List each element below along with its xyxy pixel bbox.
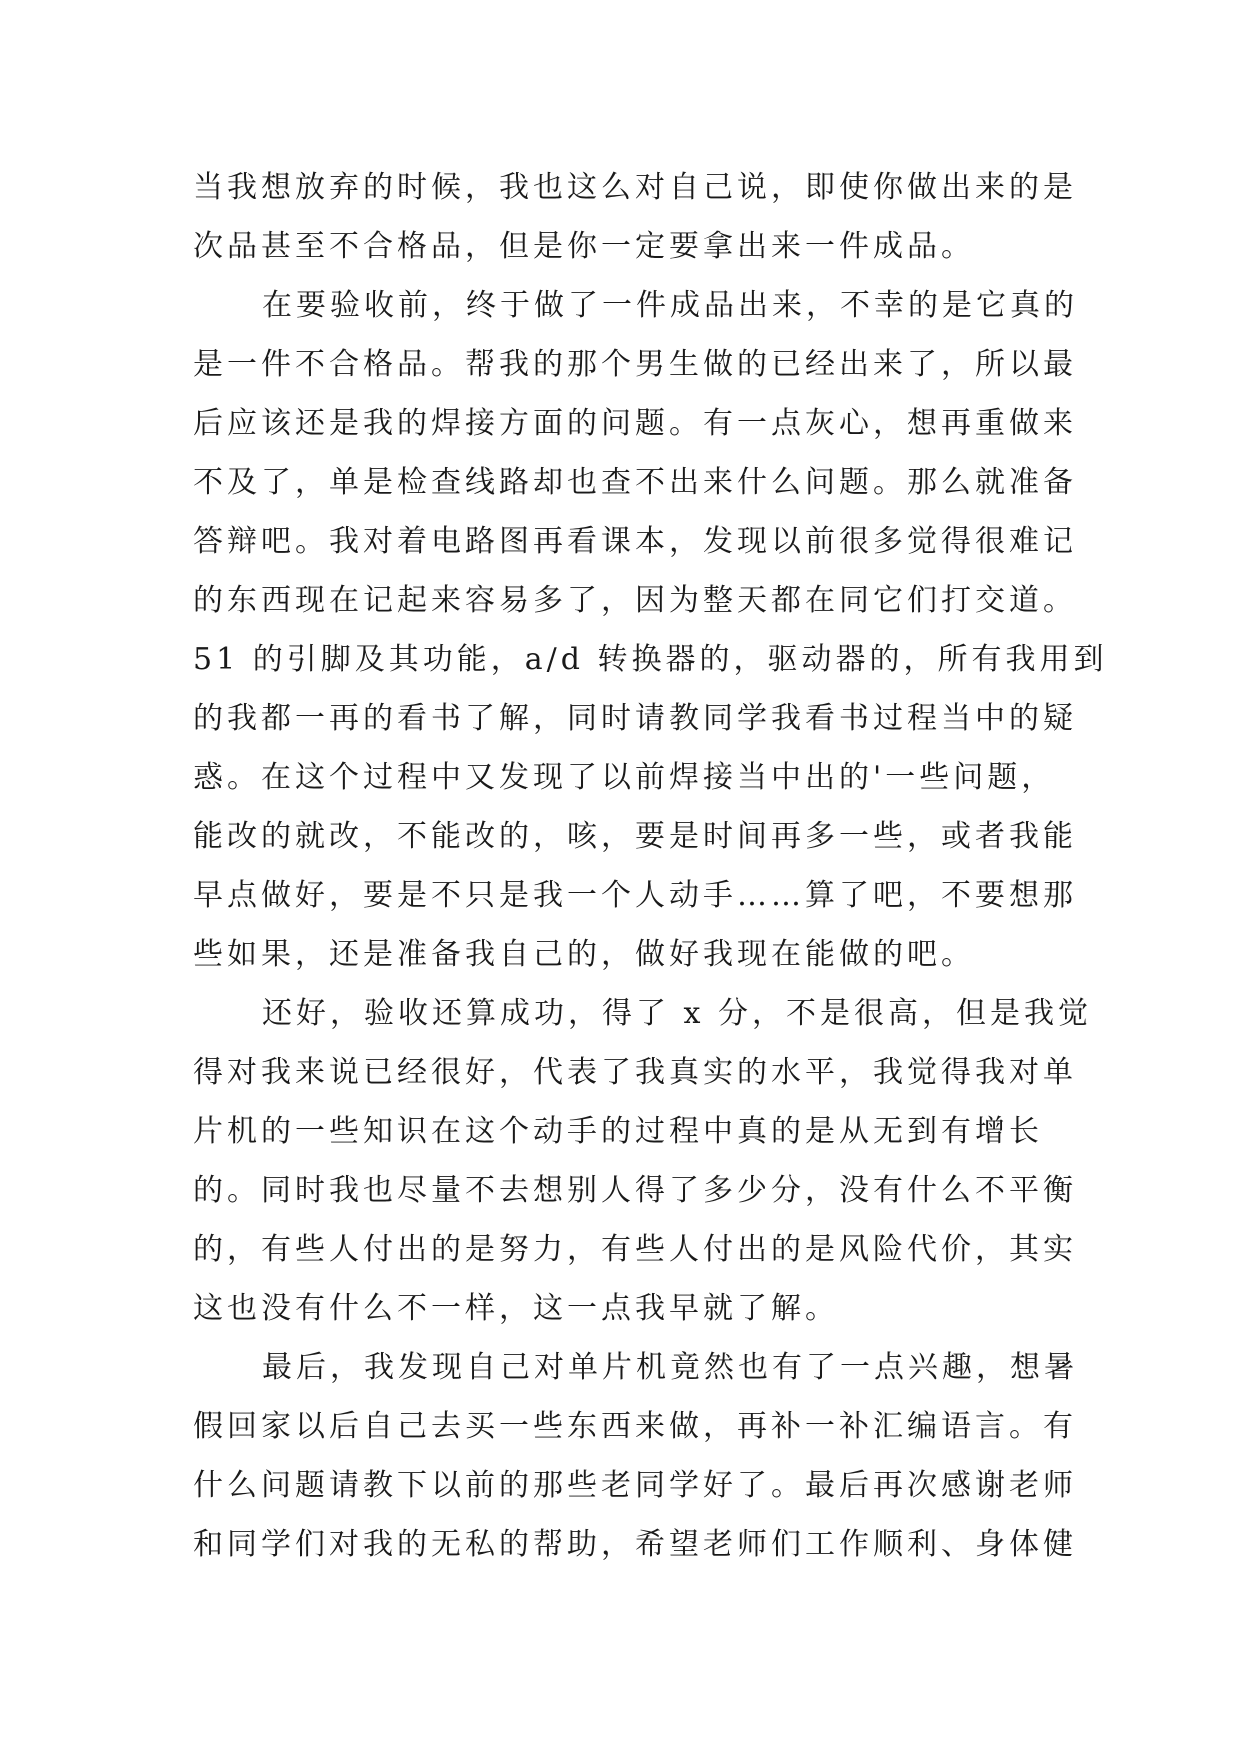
paragraph-start-line: 还好，验收还算成功，得了 x 分，不是很高，但是我觉 <box>262 996 1092 1031</box>
text-line: 惑。在这个过程中又发现了以前焊接当中出的'一些问题， <box>193 760 1056 795</box>
text-line: 当我想放弃的时候，我也这么对自己说，即使你做出来的是 <box>193 170 1077 205</box>
text-line: 后应该还是我的焊接方面的问题。有一点灰心，想再重做来 <box>193 406 1077 441</box>
text-line: 次品甚至不合格品，但是你一定要拿出来一件成品。 <box>193 229 975 264</box>
paragraph-start-line: 最后，我发现自己对单片机竟然也有了一点兴趣，想暑 <box>262 1350 1078 1385</box>
text-line: 早点做好，要是不只是我一个人动手……算了吧，不要想那 <box>193 878 1077 913</box>
body-text <box>193 158 1108 1574</box>
text-line: 51 的引脚及其功能，a/d 转换器的，驱动器的，所有我用到 <box>193 642 1108 677</box>
text-line: 些如果，还是准备我自己的，做好我现在能做的吧。 <box>193 937 975 972</box>
text-line: 不及了，单是检查线路却也查不出来什么问题。那么就准备 <box>193 465 1077 500</box>
text-line: 什么问题请教下以前的那些老同学好了。最后再次感谢老师 <box>193 1468 1077 1503</box>
text-line: 假回家以后自己去买一些东西来做，再补一补汇编语言。有 <box>193 1409 1077 1444</box>
text-line: 得对我来说已经很好，代表了我真实的水平，我觉得我对单 <box>193 1055 1077 1090</box>
text-line: 和同学们对我的无私的帮助，希望老师们工作顺利、身体健 <box>193 1527 1077 1562</box>
text-line: 这也没有什么不一样，这一点我早就了解。 <box>193 1291 839 1326</box>
text-line: 是一件不合格品。帮我的那个男生做的已经出来了，所以最 <box>193 347 1077 382</box>
text-line: 答辩吧。我对着电路图再看课本，发现以前很多觉得很难记 <box>193 524 1077 559</box>
text-line: 的东西现在记起来容易多了，因为整天都在同它们打交道。 <box>193 583 1077 618</box>
paragraph-start-line: 在要验收前，终于做了一件成品出来，不幸的是它真的 <box>262 288 1078 323</box>
text-line: 能改的就改，不能改的，咳，要是时间再多一些，或者我能 <box>193 819 1077 854</box>
text-line: 的。同时我也尽量不去想别人得了多少分，没有什么不平衡 <box>193 1173 1077 1208</box>
text-line: 片机的一些知识在这个动手的过程中真的是从无到有增长 <box>193 1114 1043 1149</box>
text-line: 的我都一再的看书了解，同时请教同学我看书过程当中的疑 <box>193 701 1077 736</box>
text-line: 的，有些人付出的是努力，有些人付出的是风险代价，其实 <box>193 1232 1077 1267</box>
